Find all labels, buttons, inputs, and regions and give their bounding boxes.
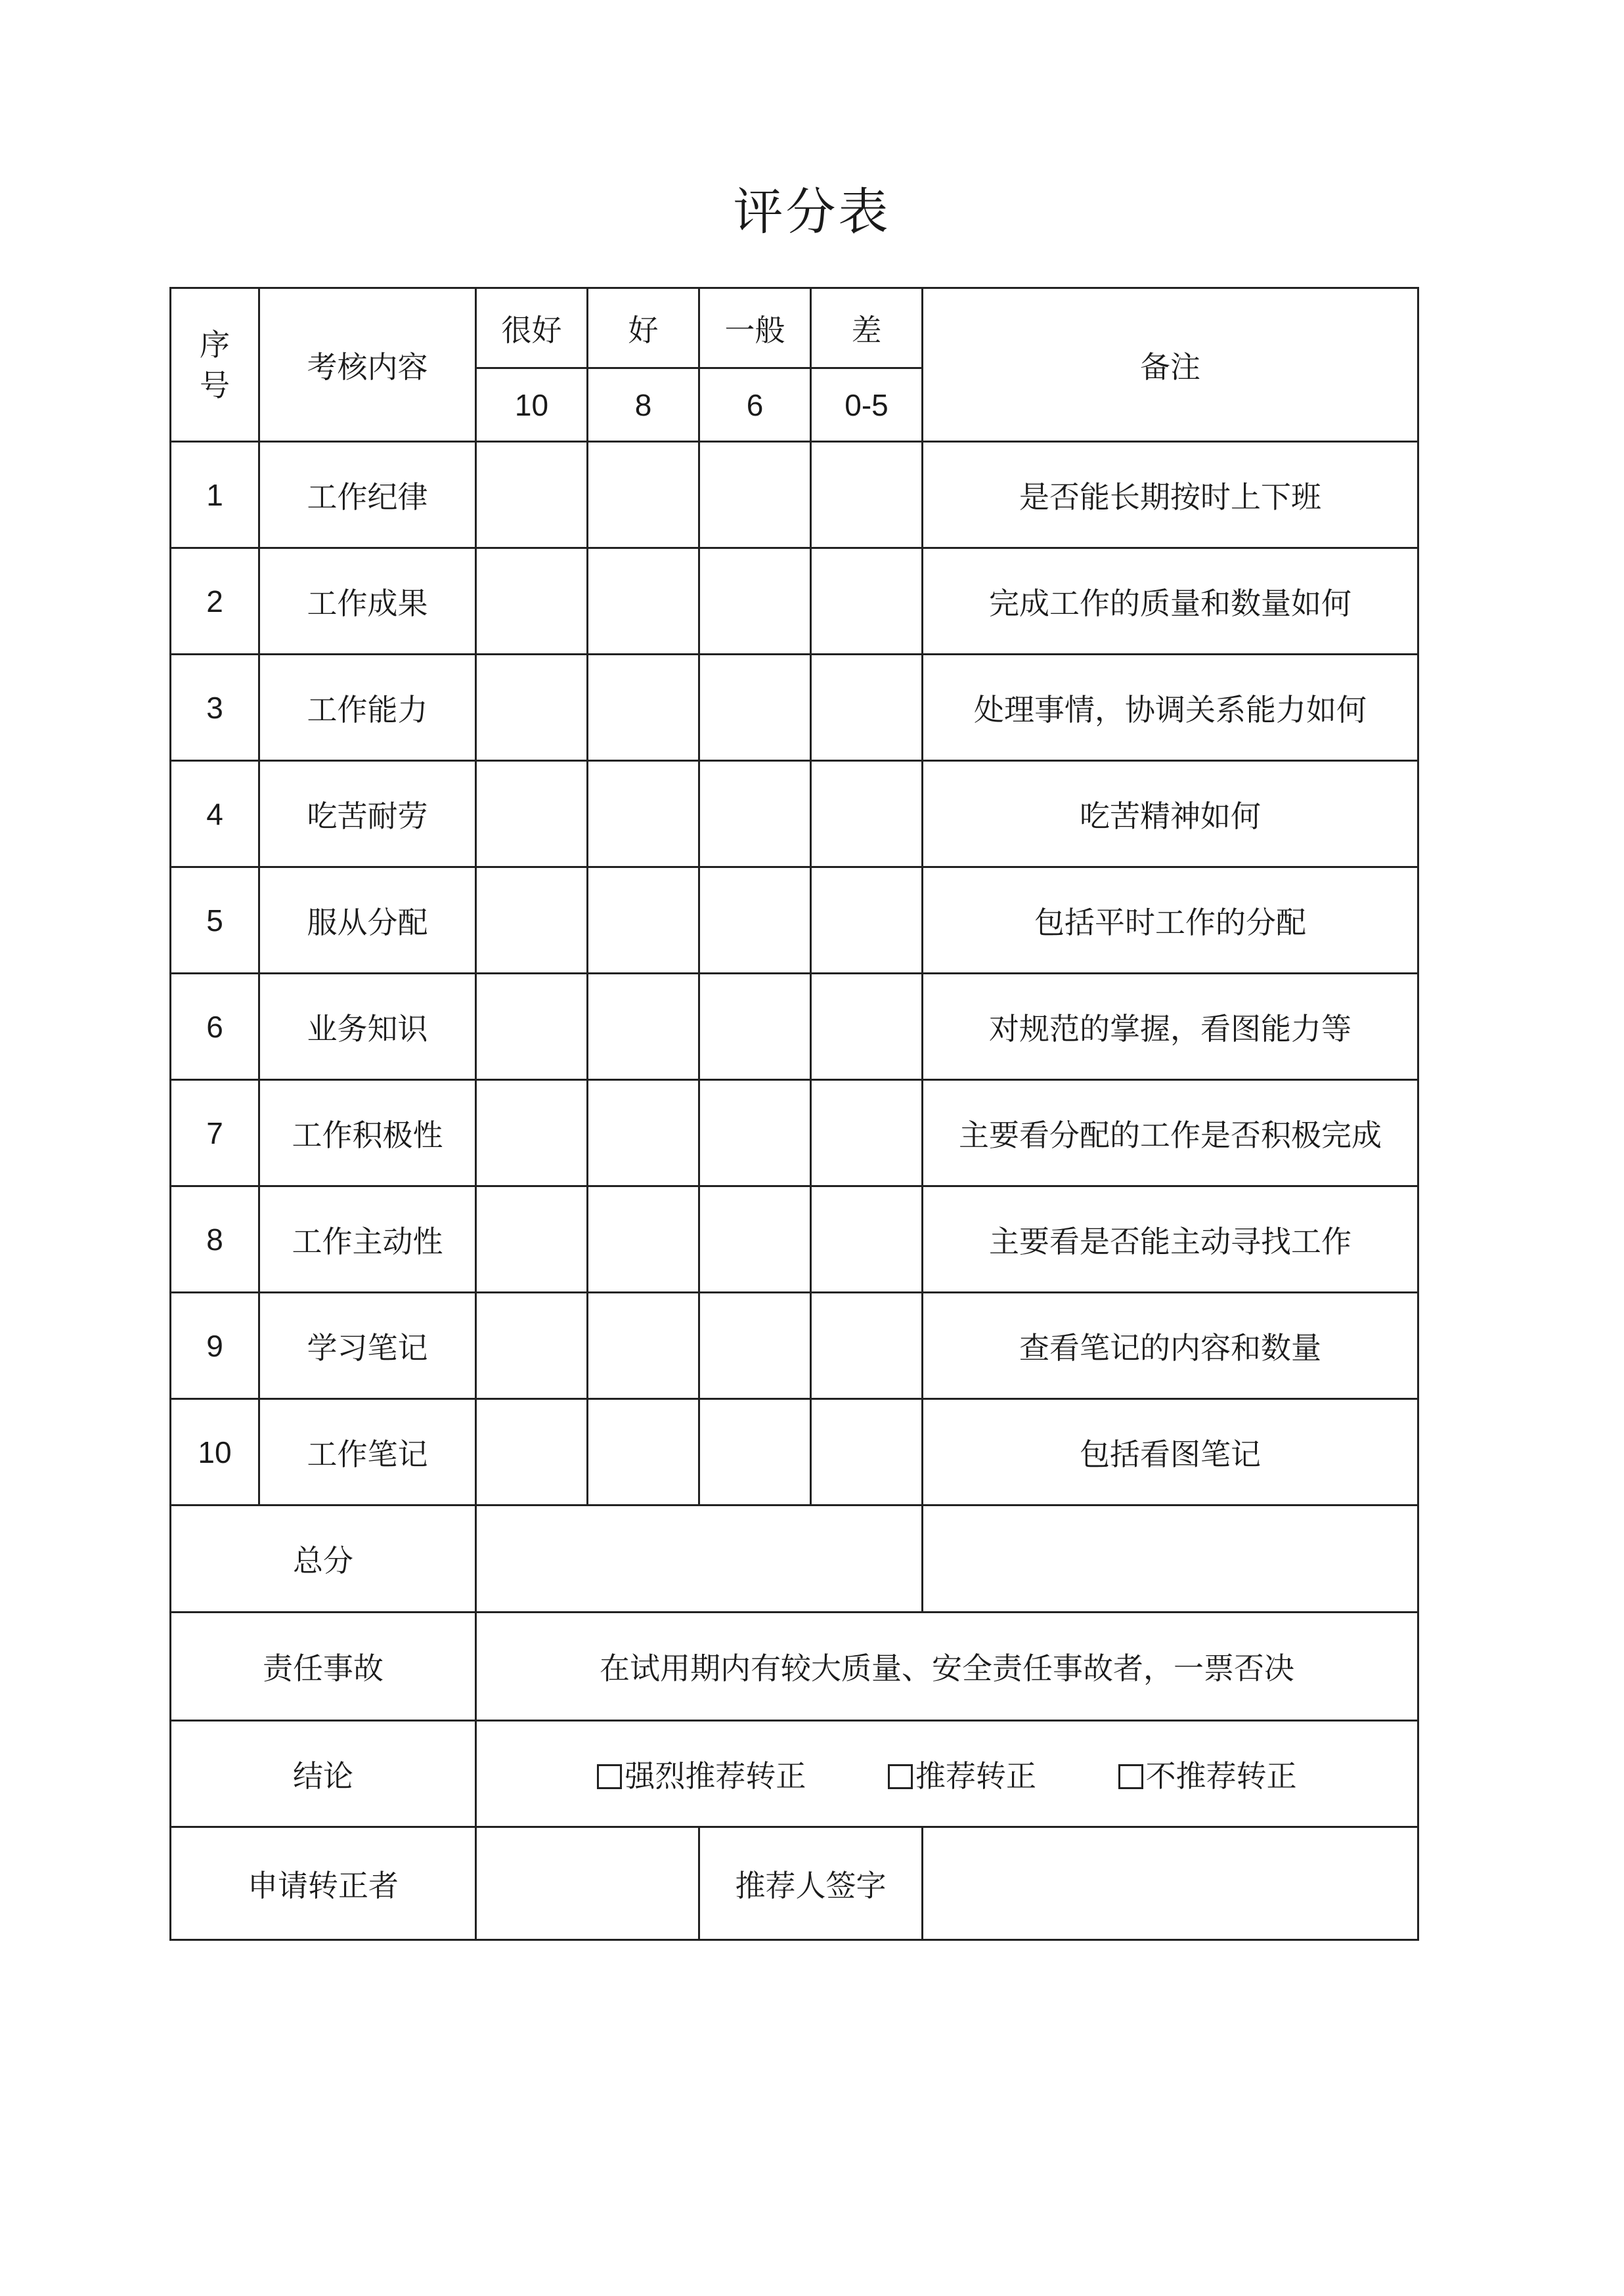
table-row (171, 655, 1418, 761)
score-cell-poor[interactable] (811, 1399, 923, 1505)
page-title: 评分表 (733, 183, 891, 241)
score-cell-very-good[interactable] (476, 974, 588, 1080)
grade-score-good: 8 (588, 368, 699, 442)
grade-score-very-good: 10 (476, 368, 588, 442)
row-item: 服从分配 (259, 867, 476, 974)
row-remark: 主要看是否能主动寻找工作 (923, 1186, 1418, 1293)
table-row (171, 1080, 1418, 1186)
score-cell-good[interactable] (588, 442, 699, 548)
score-cell-good[interactable] (588, 1293, 699, 1399)
score-cell-poor[interactable] (811, 442, 923, 548)
row-item: 业务知识 (259, 974, 476, 1080)
evaluation-table (169, 287, 1419, 1941)
option-strongly-recommend[interactable]: 强烈推荐转正 (597, 1758, 806, 1794)
applicant-label: 申请转正者 (171, 1827, 476, 1940)
conclusion-label: 结论 (171, 1721, 476, 1827)
accident-row (171, 1613, 1418, 1721)
score-cell-good[interactable] (588, 974, 699, 1080)
recommender-label: 推荐人签字 (699, 1827, 923, 1940)
score-cell-good[interactable] (588, 1080, 699, 1186)
row-number: 8 (171, 1186, 259, 1293)
score-cell-very-good[interactable] (476, 1080, 588, 1186)
score-cell-average[interactable] (699, 1293, 811, 1399)
grade-label-average: 一般 (699, 288, 811, 368)
checkbox-icon[interactable] (1118, 1764, 1143, 1789)
score-cell-poor[interactable] (811, 1293, 923, 1399)
remarks-header: 备注 (923, 288, 1418, 442)
row-item: 工作主动性 (259, 1186, 476, 1293)
score-cell-average[interactable] (699, 548, 811, 655)
score-cell-poor[interactable] (811, 655, 923, 761)
seq-header: 序 号 (171, 288, 259, 442)
recommender-signature-cell[interactable] (923, 1827, 1418, 1940)
row-number: 9 (171, 1293, 259, 1399)
score-cell-poor[interactable] (811, 761, 923, 867)
row-item: 工作纪律 (259, 442, 476, 548)
total-score-cell[interactable] (476, 1505, 923, 1613)
score-cell-average[interactable] (699, 1186, 811, 1293)
score-cell-good[interactable] (588, 655, 699, 761)
score-cell-good[interactable] (588, 1399, 699, 1505)
row-remark: 包括看图笔记 (923, 1399, 1418, 1505)
row-number: 5 (171, 867, 259, 974)
row-remark: 处理事情，协调关系能力如何 (923, 655, 1418, 761)
score-cell-very-good[interactable] (476, 655, 588, 761)
table-row (171, 1399, 1418, 1505)
row-remark: 完成工作的质量和数量如何 (923, 548, 1418, 655)
header-row-labels (171, 288, 1418, 368)
score-cell-poor[interactable] (811, 548, 923, 655)
row-item: 工作成果 (259, 548, 476, 655)
table-row (171, 548, 1418, 655)
score-cell-poor[interactable] (811, 867, 923, 974)
score-cell-poor[interactable] (811, 1186, 923, 1293)
score-cell-good[interactable] (588, 548, 699, 655)
grade-score-poor: 0-5 (811, 368, 923, 442)
score-cell-very-good[interactable] (476, 1186, 588, 1293)
row-number: 6 (171, 974, 259, 1080)
row-item: 工作能力 (259, 655, 476, 761)
grade-label-very-good: 很好 (476, 288, 588, 368)
grade-label-poor: 差 (811, 288, 923, 368)
score-cell-average[interactable] (699, 1080, 811, 1186)
grade-label-good: 好 (588, 288, 699, 368)
row-remark: 主要看分配的工作是否积极完成 (923, 1080, 1418, 1186)
total-remark-cell (923, 1505, 1418, 1613)
score-cell-average[interactable] (699, 867, 811, 974)
table-row (171, 761, 1418, 867)
conclusion-options (476, 1721, 1418, 1827)
row-item: 工作笔记 (259, 1399, 476, 1505)
applicant-signature-cell[interactable] (476, 1827, 699, 1940)
score-cell-poor[interactable] (811, 974, 923, 1080)
option-not-recommend[interactable]: 不推荐转正 (1118, 1758, 1297, 1794)
row-number: 4 (171, 761, 259, 867)
row-remark: 对规范的掌握，看图能力等 (923, 974, 1418, 1080)
row-item: 学习笔记 (259, 1293, 476, 1399)
row-remark: 是否能长期按时上下班 (923, 442, 1418, 548)
score-cell-poor[interactable] (811, 1080, 923, 1186)
table-row (171, 1186, 1418, 1293)
table-row (171, 1293, 1418, 1399)
table-row (171, 867, 1418, 974)
signature-row (171, 1827, 1418, 1940)
score-cell-good[interactable] (588, 1186, 699, 1293)
row-item: 吃苦耐劳 (259, 761, 476, 867)
row-number: 1 (171, 442, 259, 548)
row-remark: 吃苦精神如何 (923, 761, 1418, 867)
row-item: 工作积极性 (259, 1080, 476, 1186)
row-remark: 包括平时工作的分配 (923, 867, 1418, 974)
score-cell-average[interactable] (699, 974, 811, 1080)
score-cell-very-good[interactable] (476, 761, 588, 867)
accident-text: 在试用期内有较大质量、安全责任事故者，一票否决 (476, 1613, 1418, 1721)
score-cell-average[interactable] (699, 442, 811, 548)
conclusion-row (171, 1721, 1418, 1827)
score-cell-very-good[interactable] (476, 867, 588, 974)
row-remark: 查看笔记的内容和数量 (923, 1293, 1418, 1399)
option-recommend[interactable]: 推荐转正 (888, 1758, 1036, 1794)
row-number: 7 (171, 1080, 259, 1186)
row-number: 3 (171, 655, 259, 761)
score-cell-very-good[interactable] (476, 1399, 588, 1505)
row-number: 10 (171, 1399, 259, 1505)
accident-label: 责任事故 (171, 1613, 476, 1721)
score-cell-very-good[interactable] (476, 548, 588, 655)
content-header: 考核内容 (259, 288, 476, 442)
score-cell-good[interactable] (588, 761, 699, 867)
total-label: 总分 (171, 1505, 476, 1613)
total-row (171, 1505, 1418, 1613)
score-cell-average[interactable] (699, 761, 811, 867)
checkbox-icon[interactable] (888, 1764, 913, 1789)
checkbox-icon[interactable] (597, 1764, 622, 1789)
score-cell-average[interactable] (699, 655, 811, 761)
table-row (171, 442, 1418, 548)
score-cell-very-good[interactable] (476, 1293, 588, 1399)
score-cell-good[interactable] (588, 867, 699, 974)
score-cell-average[interactable] (699, 1399, 811, 1505)
row-number: 2 (171, 548, 259, 655)
grade-score-average: 6 (699, 368, 811, 442)
score-cell-very-good[interactable] (476, 442, 588, 548)
table-row (171, 974, 1418, 1080)
